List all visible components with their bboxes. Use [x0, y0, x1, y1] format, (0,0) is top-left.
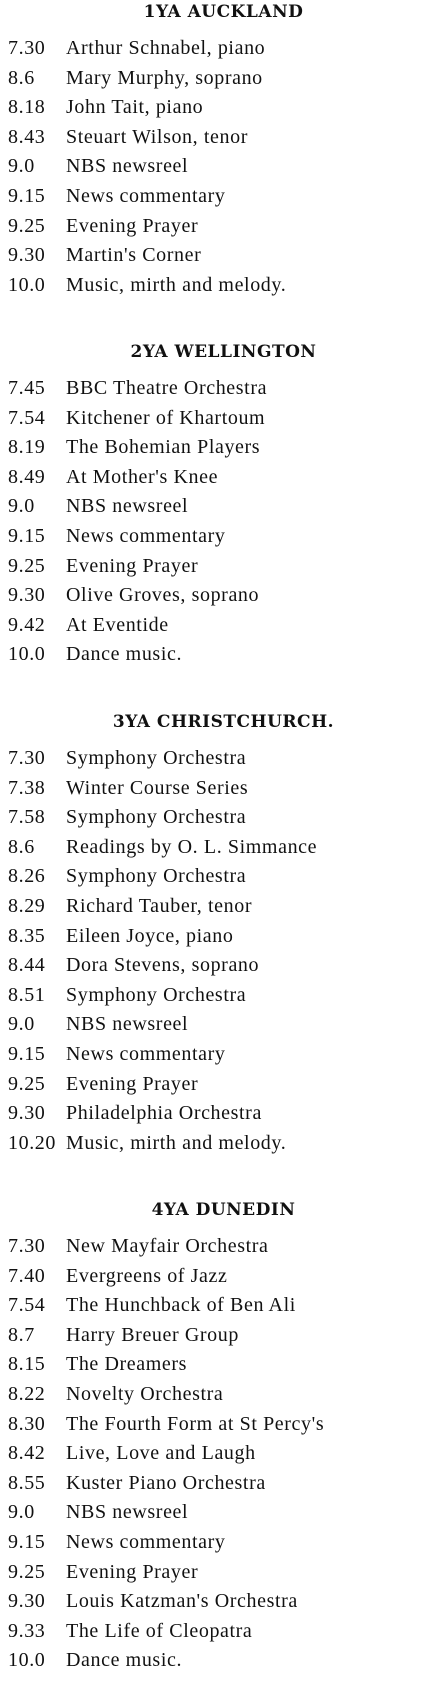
station-wellington	[0, 340, 447, 670]
programme-item	[0, 212, 447, 242]
programme-title: Louis Katzman's Orchestra	[66, 1590, 298, 1613]
programme-item	[0, 404, 447, 434]
programme-time: 10.0	[8, 1649, 46, 1672]
programme-item	[0, 1469, 447, 1499]
programme-item	[0, 1528, 447, 1558]
programme-title: Symphony Orchestra	[66, 865, 247, 888]
programme-item	[0, 833, 447, 863]
programme-item	[0, 1010, 447, 1040]
programme-title: Richard Tauber, tenor	[66, 894, 253, 917]
programme-title: Evening Prayer	[66, 214, 199, 237]
programme-title: Live, Love and Laugh	[66, 1442, 256, 1465]
programme-item	[0, 271, 447, 301]
programme-title: Evening Prayer	[66, 1560, 199, 1583]
programme-item	[0, 981, 447, 1011]
programme-title: The Bohemian Players	[66, 436, 261, 459]
programme-item	[0, 433, 447, 463]
programme-time: 8.22	[8, 1382, 46, 1405]
programme-title: Dance music.	[66, 643, 183, 666]
programme-time: 7.30	[8, 37, 46, 59]
programme-title: Arthur Schnabel, piano	[66, 37, 266, 59]
programme-time: 8.6	[8, 835, 35, 858]
programme-time: 9.25	[8, 214, 46, 237]
programme-title: Winter Course Series	[66, 776, 249, 799]
programme-title: Symphony Orchestra	[66, 747, 247, 769]
station-title: 3YA CHRISTCHURCH.	[112, 712, 335, 732]
programme-time: 9.15	[8, 524, 46, 547]
programme-title: Olive Groves, soprano	[66, 584, 260, 607]
programme-time: 9.25	[8, 1072, 46, 1095]
programme-item	[0, 1498, 447, 1528]
programme-time: 8.18	[8, 96, 46, 119]
programme-item	[0, 1587, 447, 1617]
programme-title: NBS newsreel	[66, 495, 189, 518]
programme-item	[0, 374, 447, 404]
programme-item	[0, 892, 447, 922]
programme-item	[0, 1350, 447, 1380]
programme-time: 9.30	[8, 244, 46, 267]
programme-time: 9.0	[8, 495, 35, 518]
programme-title: Eileen Joyce, piano	[66, 924, 234, 947]
programme-time: 9.30	[8, 1590, 46, 1613]
programme-item	[0, 34, 447, 64]
programme-title: Philadelphia Orchestra	[66, 1102, 262, 1125]
programme-time: 7.58	[8, 806, 46, 829]
programme-list	[0, 1232, 447, 1676]
programme-time: 8.29	[8, 894, 46, 917]
programme-time: 8.30	[8, 1412, 46, 1435]
programme-title: The Life of Cleopatra	[66, 1619, 253, 1642]
programme-time: 8.35	[8, 924, 46, 947]
station-dunedin	[0, 1198, 447, 1676]
programme-time: 7.40	[8, 1264, 46, 1287]
programme-list	[0, 744, 447, 1158]
programme-item	[0, 1558, 447, 1588]
programme-time: 8.19	[8, 436, 46, 459]
programme-title: BBC Theatre Orchestra	[66, 377, 268, 399]
programme-title: The Hunchback of Ben Ali	[66, 1294, 296, 1317]
programme-title: News commentary	[66, 1530, 226, 1553]
programme-time: 7.30	[8, 747, 46, 769]
programme-item	[0, 1439, 447, 1469]
programme-item	[0, 1410, 447, 1440]
programme-title: Symphony Orchestra	[66, 983, 247, 1006]
programme-item	[0, 123, 447, 153]
programme-item	[0, 1291, 447, 1321]
programme-item	[0, 1070, 447, 1100]
programme-item	[0, 581, 447, 611]
programme-title: NBS newsreel	[66, 1013, 189, 1036]
programme-time: 8.55	[8, 1471, 46, 1494]
programme-time: 7.54	[8, 1294, 46, 1317]
programme-time: 9.0	[8, 155, 35, 178]
programme-time: 7.45	[8, 377, 46, 399]
programme-title: Harry Breuer Group	[66, 1323, 239, 1346]
programme-item	[0, 611, 447, 641]
programme-item	[0, 492, 447, 522]
programme-item	[0, 182, 447, 212]
programme-title: At Mother's Knee	[66, 465, 219, 488]
programme-item	[0, 1040, 447, 1070]
programme-title: John Tait, piano	[66, 96, 204, 119]
programme-time: 7.54	[8, 406, 46, 429]
programme-title: Dance music.	[66, 1649, 183, 1672]
programme-title: Music, mirth and melody.	[66, 273, 287, 296]
programme-time: 7.38	[8, 776, 46, 799]
programme-time: 9.25	[8, 554, 46, 577]
station-christchurch	[0, 710, 447, 1158]
programme-item	[0, 522, 447, 552]
programme-title: Evening Prayer	[66, 1072, 199, 1095]
programme-item	[0, 241, 447, 271]
programme-item	[0, 922, 447, 952]
programme-item	[0, 1099, 447, 1129]
programme-item	[0, 1617, 447, 1647]
programme-item	[0, 552, 447, 582]
station-title: 1YA AUCKLAND	[143, 2, 304, 22]
programme-time: 9.42	[8, 613, 46, 636]
programme-time: 8.6	[8, 66, 35, 89]
programme-time: 9.30	[8, 584, 46, 607]
programme-title: Symphony Orchestra	[66, 806, 247, 829]
programme-title: Mary Murphy, soprano	[66, 66, 263, 89]
programme-title: New Mayfair Orchestra	[66, 1235, 269, 1257]
programme-title: NBS newsreel	[66, 1501, 189, 1524]
programme-title: Kuster Piano Orchestra	[66, 1471, 266, 1494]
programme-title: Steuart Wilson, tenor	[66, 125, 248, 148]
programme-title: News commentary	[66, 524, 226, 547]
programme-title: Kitchener of Khartoum	[66, 406, 266, 429]
programme-title: NBS newsreel	[66, 155, 189, 178]
programme-item	[0, 1380, 447, 1410]
programme-title: Dora Stevens, soprano	[66, 954, 260, 977]
programme-time: 10.0	[8, 273, 46, 296]
programme-item	[0, 774, 447, 804]
programme-title: Martin's Corner	[66, 244, 202, 267]
programme-title: Readings by O. L. Simmance	[66, 835, 318, 858]
programme-title: Evergreens of Jazz	[66, 1264, 228, 1287]
programme-item	[0, 951, 447, 981]
programme-title: The Dreamers	[66, 1353, 188, 1376]
programme-time: 9.25	[8, 1560, 46, 1583]
programme-item	[0, 744, 447, 774]
programme-item	[0, 93, 447, 123]
programme-item	[0, 1646, 447, 1676]
programme-item	[0, 1232, 447, 1262]
programme-list	[0, 34, 447, 300]
station-title: 4YA DUNEDIN	[151, 1200, 296, 1220]
programme-title: Novelty Orchestra	[66, 1382, 224, 1405]
programme-title: The Fourth Form at St Percy's	[66, 1412, 325, 1435]
programme-time: 9.15	[8, 1042, 46, 1065]
programme-item	[0, 803, 447, 833]
programme-title: News commentary	[66, 184, 226, 207]
programme-title: News commentary	[66, 1042, 226, 1065]
programme-time: 9.33	[8, 1619, 46, 1642]
programme-time: 9.0	[8, 1013, 35, 1036]
programme-time: 8.51	[8, 983, 46, 1006]
programme-time: 8.49	[8, 465, 46, 488]
programme-item	[0, 1129, 447, 1159]
programme-item	[0, 640, 447, 670]
programme-time: 8.43	[8, 125, 46, 148]
programme-time: 8.7	[8, 1323, 35, 1346]
programme-item	[0, 152, 447, 182]
programme-time: 9.15	[8, 184, 46, 207]
programme-title: Music, mirth and melody.	[66, 1131, 287, 1154]
programme-title: Evening Prayer	[66, 554, 199, 577]
programme-item	[0, 64, 447, 94]
programme-time: 8.26	[8, 865, 46, 888]
programme-time: 10.20	[8, 1131, 56, 1154]
programme-item	[0, 463, 447, 493]
programme-time: 7.30	[8, 1235, 46, 1257]
programme-time: 9.30	[8, 1102, 46, 1125]
programme-item	[0, 1262, 447, 1292]
station-auckland	[0, 0, 447, 300]
programme-item	[0, 862, 447, 892]
programme-time: 10.0	[8, 643, 46, 666]
programme-list	[0, 374, 447, 670]
programme-time: 8.42	[8, 1442, 46, 1465]
programme-title: At Eventide	[66, 613, 169, 636]
programme-time: 8.44	[8, 954, 46, 977]
programme-time: 9.15	[8, 1530, 46, 1553]
programme-time: 9.0	[8, 1501, 35, 1524]
programme-time: 8.15	[8, 1353, 46, 1376]
programme-item	[0, 1321, 447, 1351]
station-title: 2YA WELLINGTON	[130, 342, 317, 362]
